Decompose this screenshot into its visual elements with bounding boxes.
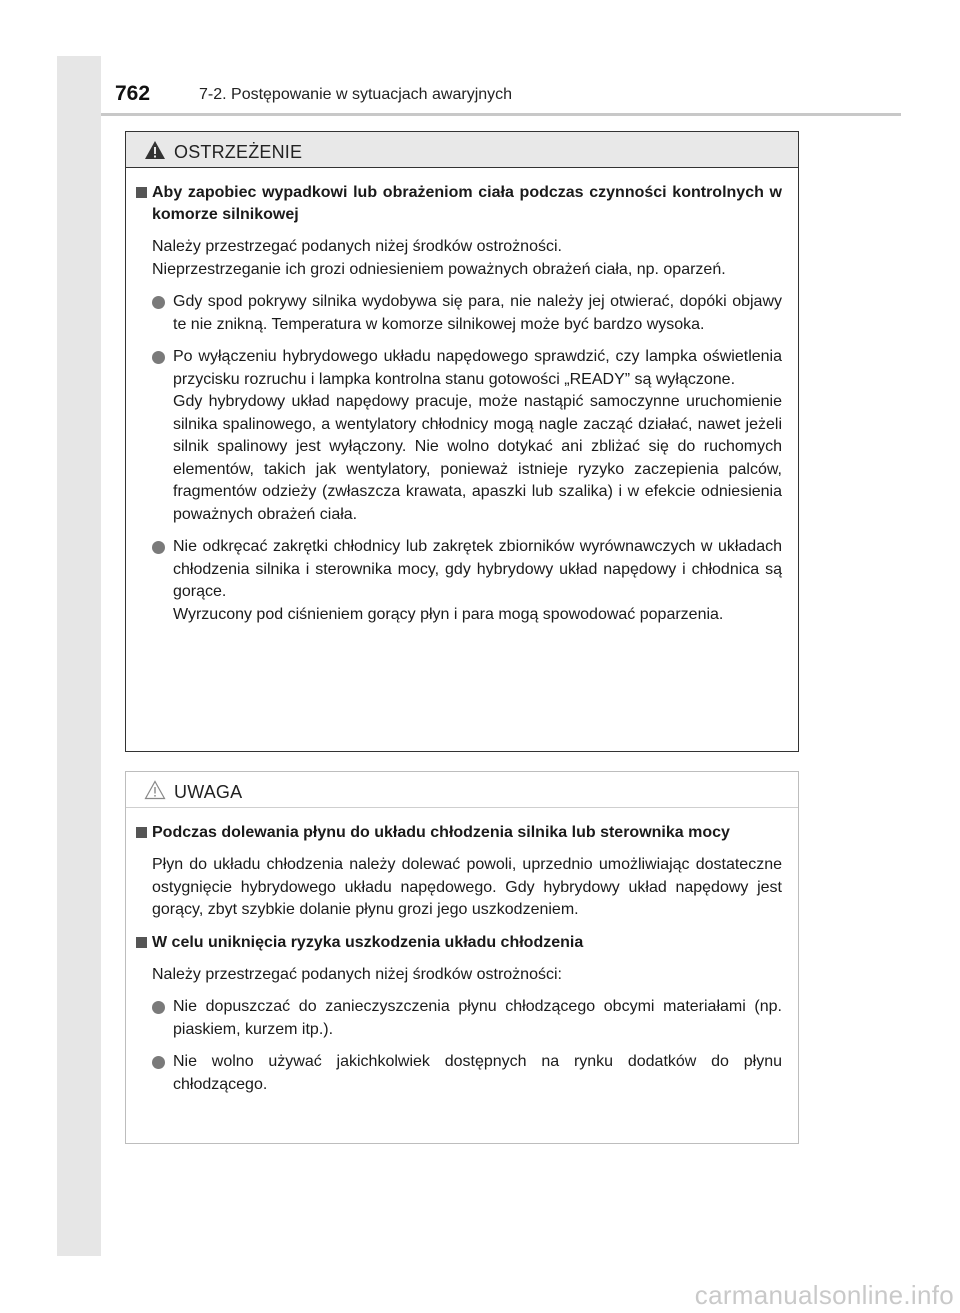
- round-bullet-icon: [152, 1056, 165, 1069]
- caution-heading: [136, 932, 782, 954]
- list-item: [136, 1051, 782, 1096]
- list-item-text: Nie wolno używać jakichkolwiek dostępnych na rynku dodatków do płynu chłodzącego.: [173, 1053, 782, 1093]
- round-bullet-icon: [152, 296, 165, 309]
- list-item-text: Nie dopuszczać do zanieczyszczenia płynu chłodzącego obcymi materiałami (np. piaskiem, kurzem itp.).: [173, 998, 782, 1038]
- caution-heading: [136, 822, 782, 844]
- list-item-text: Nie odkręcać zakrętki chłodnicy lub zakrętek zbiorników wyrównawczych w układach chłodzenia silnika i sterownika mocy, gdy hybrydowy układ napędowy i chłodnica są gorące.: [173, 538, 782, 600]
- caution-heading-text: W celu uniknięcia ryzyka uszkodzenia układu chłodzenia: [152, 933, 584, 951]
- list-item-text: Po wyłączeniu hybrydowego układu napędowego sprawdzić, czy lampka oświetlenia przycisku rozruchu i lampka kontrolna stanu gotowości „READY” są wyłączone.: [173, 348, 782, 388]
- caution-heading-text: Podczas dolewania płynu do układu chłodzenia silnika lub sterownika mocy: [152, 824, 730, 841]
- square-bullet-icon: [136, 827, 147, 838]
- page-number: 762: [115, 82, 151, 105]
- caution-box-header: [126, 772, 798, 808]
- warning-triangle-icon: [144, 140, 166, 165]
- warning-box: [125, 131, 799, 752]
- caution-title: UWAGA: [174, 782, 243, 802]
- caution-box: [125, 771, 799, 1144]
- list-item: [136, 291, 782, 336]
- list-item: [136, 536, 782, 626]
- warning-intro-line: Nieprzestrzeganie ich grozi odniesieniem poważnych obrażeń ciała, np. oparzeń.: [152, 260, 726, 278]
- list-item: [136, 996, 782, 1041]
- warning-title: OSTRZEŻENIE: [174, 142, 303, 162]
- list-item-text: Wyrzucony pod ciśnieniem gorący płyn i para mogą spowodować poparzenia.: [173, 605, 724, 623]
- list-item-text: Gdy hybrydowy układ napędowy pracuje, może nastąpić samoczynne uruchomienie silnika spalinowego, a wentylatory chłodnicy mogą nagle zacząć działać, nawet jeżeli silnik spalinowy jest wyłączony. Nie wolno dotykać ani zbliżać się do ruchomych elementów, takich jak wentylatory, ponieważ istnieje ryzyko zaczepienia palców, fragmentów odzieży (zwłaszcza krawata, apaszki lub szalika) i w efekcie odniesienia poważnych obrażeń ciała.: [173, 393, 782, 523]
- round-bullet-icon: [152, 1001, 165, 1014]
- page-header: [101, 74, 901, 112]
- warning-heading: [136, 182, 782, 226]
- list-item: [136, 346, 782, 526]
- section-title: 7-2. Postępowanie w sytuacjach awaryjnych: [199, 86, 513, 103]
- square-bullet-icon: [136, 937, 147, 948]
- watermark: carmanualsonline.info: [694, 1280, 954, 1310]
- header-rule: [101, 113, 901, 116]
- caution-paragraph-text: Należy przestrzegać podanych niżej środków ostrożności:: [152, 965, 562, 983]
- caution-paragraph: [136, 964, 782, 987]
- caution-paragraph-text: Płyn do układu chłodzenia należy dolewać powoli, uprzednio umożliwiając dostateczne ostygnięcie hybrydowego układu napędowego. Gdy hybrydowy układ napędowy jest gorący, zbyt szybkie dolanie płynu grozi jego uszkodzeniem.: [152, 856, 782, 918]
- warning-heading-text: Aby zapobiec wypadkowi lub obrażeniom ciała podczas czynności kontrolnych w komorze silnikowej: [152, 184, 782, 223]
- round-bullet-icon: [152, 351, 165, 364]
- round-bullet-icon: [152, 541, 165, 554]
- square-bullet-icon: [136, 187, 147, 198]
- warning-intro-line: Należy przestrzegać podanych niżej środków ostrożności.: [152, 238, 562, 255]
- caution-paragraph: [136, 854, 782, 922]
- warning-box-header: [126, 132, 798, 168]
- caution-triangle-icon: [144, 780, 166, 805]
- warning-intro: [136, 236, 782, 281]
- list-item-text: Gdy spod pokrywy silnika wydobywa się para, nie należy jej otwierać, dopóki objawy te nie znikną. Temperatura w komorze silnikowej może być bardzo wysoka.: [173, 293, 782, 333]
- side-strip: [57, 56, 101, 1256]
